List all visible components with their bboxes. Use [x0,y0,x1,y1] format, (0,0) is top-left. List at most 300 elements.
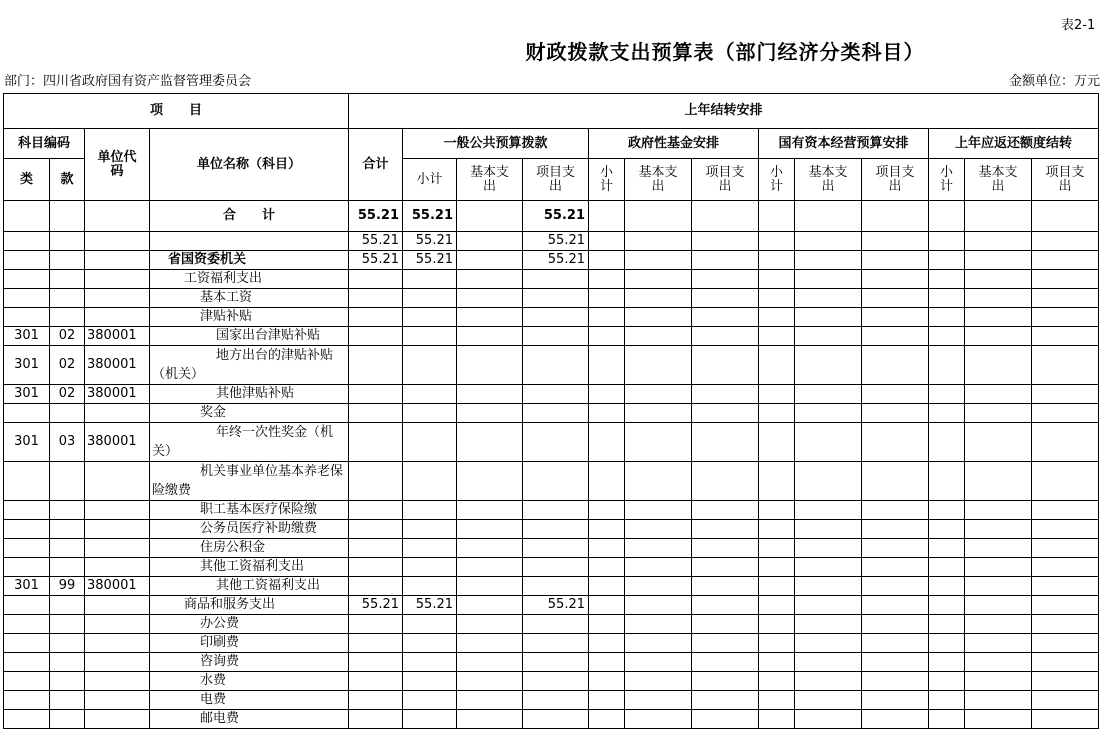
header-capital-subtotal: 小计 [759,159,795,201]
cell-general-basic [457,558,523,577]
cell-empty [692,710,759,729]
cell-empty [929,539,965,558]
cell-total: 55.21 [349,596,403,615]
cell-empty [692,520,759,539]
cell-empty [589,653,625,672]
cell-unit-name: 邮电费 [150,710,349,729]
cell-empty [862,289,929,308]
cell-empty [929,577,965,596]
cell-empty [795,596,862,615]
cell-empty [965,270,1032,289]
header-general-basic: 基本支出 [457,159,523,201]
table-body [4,201,1099,729]
cell-kuan: 02 [50,385,85,404]
cell-general-project [523,539,589,558]
cell-empty [692,270,759,289]
cell-kuan: 03 [50,423,85,462]
cell-empty [929,327,965,346]
cell-lei: 301 [4,423,50,462]
table-row [4,520,1099,539]
cell-empty [692,596,759,615]
cell-general-basic [457,232,523,251]
cell-empty [965,520,1032,539]
cell-empty [759,308,795,327]
cell-unit-name: 省国资委机关 [150,251,349,270]
cell-general-subtotal: 55.21 [403,232,457,251]
cell-empty [625,327,692,346]
cell-empty [965,558,1032,577]
cell-empty [1032,501,1099,520]
cell-empty [692,289,759,308]
cell-unit-name [150,232,349,251]
cell-empty [759,501,795,520]
cell-general-subtotal: 55.21 [403,201,457,232]
cell-empty [759,615,795,634]
cell-unit-code [85,653,150,672]
cell-general-project [523,710,589,729]
cell-unit-code [85,462,150,501]
cell-general-basic [457,385,523,404]
cell-kuan [50,558,85,577]
cell-kuan: 02 [50,327,85,346]
cell-empty [759,385,795,404]
cell-empty [965,462,1032,501]
cell-unit-name: 职工基本医疗保险缴 [150,501,349,520]
cell-general-project [523,577,589,596]
cell-empty [759,404,795,423]
budget-table [3,93,1099,729]
cell-kuan [50,289,85,308]
cell-empty [795,462,862,501]
table-row [4,558,1099,577]
cell-empty [795,634,862,653]
cell-lei: 301 [4,327,50,346]
table-row [4,596,1099,615]
cell-empty [589,423,625,462]
cell-empty [589,327,625,346]
cell-kuan [50,672,85,691]
cell-general-subtotal [403,691,457,710]
cell-total [349,710,403,729]
cell-empty [795,404,862,423]
cell-general-project [523,558,589,577]
cell-kuan [50,270,85,289]
cell-unit-code [85,289,150,308]
cell-empty [929,691,965,710]
cell-total [349,520,403,539]
cell-empty [862,539,929,558]
cell-unit-name: 公务员医疗补助缴费 [150,520,349,539]
header-fund-subtotal: 小计 [589,159,625,201]
cell-general-basic [457,404,523,423]
cell-unit-name: 国家出台津贴补贴 [150,327,349,346]
cell-unit-code [85,232,150,251]
cell-empty [862,653,929,672]
cell-empty [929,558,965,577]
cell-general-subtotal [403,577,457,596]
cell-empty [929,462,965,501]
cell-empty [1032,653,1099,672]
cell-kuan [50,232,85,251]
cell-general-subtotal [403,404,457,423]
cell-empty [625,251,692,270]
cell-empty [965,404,1032,423]
cell-empty [862,501,929,520]
cell-lei [4,539,50,558]
cell-empty [625,615,692,634]
cell-empty [589,520,625,539]
cell-empty [692,672,759,691]
cell-general-project [523,346,589,385]
cell-general-project: 55.21 [523,232,589,251]
cell-total: 55.21 [349,201,403,232]
cell-lei [4,308,50,327]
cell-empty [625,520,692,539]
cell-empty [965,710,1032,729]
cell-empty [589,289,625,308]
cell-empty [862,691,929,710]
table-row [4,404,1099,423]
cell-empty [862,558,929,577]
cell-total [349,653,403,672]
cell-empty [759,251,795,270]
cell-empty [692,615,759,634]
cell-empty [929,710,965,729]
cell-empty [625,232,692,251]
cell-total: 55.21 [349,251,403,270]
cell-empty [625,404,692,423]
cell-empty [692,577,759,596]
cell-kuan [50,201,85,232]
cell-unit-name: 其他津贴补贴 [150,385,349,404]
cell-general-basic [457,346,523,385]
cell-unit-name: 电费 [150,691,349,710]
cell-unit-name: 咨询费 [150,653,349,672]
cell-empty [692,539,759,558]
cell-empty [625,653,692,672]
cell-empty [965,577,1032,596]
cell-general-basic [457,289,523,308]
cell-total [349,404,403,423]
cell-empty [692,501,759,520]
cell-total [349,672,403,691]
cell-empty [589,539,625,558]
cell-empty [589,672,625,691]
cell-kuan [50,634,85,653]
cell-empty [759,691,795,710]
cell-unit-name: 基本工资 [150,289,349,308]
cell-general-project: 55.21 [523,201,589,232]
cell-general-basic [457,201,523,232]
cell-lei [4,404,50,423]
cell-kuan [50,308,85,327]
cell-unit-code [85,501,150,520]
cell-empty [625,346,692,385]
cell-empty [795,289,862,308]
table-row [4,270,1099,289]
cell-general-basic [457,653,523,672]
cell-empty [795,501,862,520]
cell-total [349,423,403,462]
table-row [4,251,1099,270]
cell-empty [589,596,625,615]
cell-unit-code [85,596,150,615]
cell-kuan [50,653,85,672]
cell-unit-code [85,672,150,691]
header-fund-project: 项目支出 [692,159,759,201]
cell-general-subtotal [403,327,457,346]
cell-lei: 301 [4,577,50,596]
cell-total [349,270,403,289]
cell-empty [929,653,965,672]
cell-empty [1032,289,1099,308]
cell-unit-code: 380001 [85,327,150,346]
cell-empty [1032,232,1099,251]
cell-unit-code: 380001 [85,385,150,404]
cell-unit-code [85,404,150,423]
cell-empty [1032,327,1099,346]
cell-empty [1032,270,1099,289]
cell-empty [862,232,929,251]
cell-kuan [50,251,85,270]
cell-general-subtotal [403,653,457,672]
cell-empty [862,270,929,289]
cell-general-project [523,672,589,691]
cell-kuan: 99 [50,577,85,596]
table-number: 表2-1 [1061,18,1096,33]
cell-empty [692,558,759,577]
cell-general-project: 55.21 [523,251,589,270]
cell-general-subtotal [403,672,457,691]
cell-general-project [523,385,589,404]
cell-total [349,308,403,327]
cell-lei [4,501,50,520]
cell-general-basic [457,634,523,653]
cell-empty [625,385,692,404]
cell-empty [965,251,1032,270]
cell-empty [965,232,1032,251]
cell-unit-name: 地方出台的津贴补贴（机关） [150,346,349,385]
cell-empty [625,672,692,691]
cell-general-project [523,691,589,710]
header-lei: 类 [4,159,50,201]
cell-empty [795,653,862,672]
cell-general-basic [457,501,523,520]
cell-lei: 301 [4,385,50,404]
cell-empty [692,327,759,346]
table-row [4,653,1099,672]
cell-empty [625,308,692,327]
header-last-year-return: 上年应返还额度结转 [929,129,1099,159]
cell-empty [929,404,965,423]
cell-empty [625,501,692,520]
cell-unit-code [85,634,150,653]
cell-general-basic [457,251,523,270]
cell-empty [929,672,965,691]
cell-empty [625,710,692,729]
cell-general-basic [457,270,523,289]
cell-empty [759,232,795,251]
cell-kuan [50,501,85,520]
cell-empty [625,691,692,710]
cell-unit-code [85,710,150,729]
cell-empty [589,346,625,385]
cell-empty [862,385,929,404]
cell-empty [862,404,929,423]
table-row [4,327,1099,346]
header-state-capital: 国有资本经营预算安排 [759,129,929,159]
header-return-basic: 基本支出 [965,159,1032,201]
cell-empty [589,270,625,289]
cell-general-project: 55.21 [523,596,589,615]
cell-empty [692,385,759,404]
header-capital-basic: 基本支出 [795,159,862,201]
cell-empty [1032,539,1099,558]
header-total: 合计 [349,129,403,201]
cell-lei [4,634,50,653]
page-title: 财政拨款支出预算表（部门经济分类科目） [525,40,925,64]
cell-unit-name: 合 计 [150,201,349,232]
cell-unit-name: 水费 [150,672,349,691]
cell-empty [759,327,795,346]
cell-empty [862,520,929,539]
cell-general-basic [457,520,523,539]
cell-empty [929,501,965,520]
cell-kuan [50,539,85,558]
cell-empty [1032,308,1099,327]
cell-lei [4,462,50,501]
cell-general-subtotal: 55.21 [403,596,457,615]
cell-empty [589,462,625,501]
cell-general-subtotal [403,385,457,404]
department-label: 部门：四川省政府国有资产监督管理委员会 [4,74,252,89]
table-row [4,672,1099,691]
cell-empty [1032,558,1099,577]
cell-empty [965,289,1032,308]
cell-lei [4,672,50,691]
cell-unit-code: 380001 [85,346,150,385]
table-row [4,385,1099,404]
cell-kuan: 02 [50,346,85,385]
cell-total [349,577,403,596]
cell-empty [965,672,1032,691]
cell-general-project [523,634,589,653]
table-row [4,710,1099,729]
cell-total: 55.21 [349,232,403,251]
cell-empty [589,710,625,729]
cell-empty [1032,634,1099,653]
cell-lei [4,289,50,308]
table-row [4,346,1099,385]
cell-empty [759,346,795,385]
cell-empty [862,346,929,385]
cell-empty [795,539,862,558]
header-return-project: 项目支出 [1032,159,1099,201]
cell-general-subtotal [403,423,457,462]
cell-empty [929,634,965,653]
cell-empty [759,462,795,501]
cell-empty [862,327,929,346]
cell-unit-name: 办公费 [150,615,349,634]
cell-unit-code [85,615,150,634]
cell-lei [4,251,50,270]
header-kuan: 款 [50,159,85,201]
cell-empty [692,404,759,423]
cell-empty [862,596,929,615]
cell-empty [795,308,862,327]
cell-empty [965,634,1032,653]
cell-lei [4,270,50,289]
cell-empty [625,596,692,615]
cell-empty [862,251,929,270]
cell-empty [965,327,1032,346]
cell-empty [589,634,625,653]
cell-empty [795,615,862,634]
cell-unit-code [85,539,150,558]
cell-empty [692,634,759,653]
table-row [4,423,1099,462]
cell-lei [4,596,50,615]
cell-empty [965,501,1032,520]
cell-empty [862,672,929,691]
cell-unit-name: 年终一次性奖金（机关） [150,423,349,462]
cell-empty [795,251,862,270]
cell-empty [759,634,795,653]
cell-empty [589,404,625,423]
cell-empty [625,577,692,596]
cell-empty [795,423,862,462]
cell-empty [795,346,862,385]
cell-general-subtotal [403,710,457,729]
cell-empty [589,691,625,710]
cell-unit-code [85,251,150,270]
cell-kuan [50,710,85,729]
cell-empty [1032,404,1099,423]
table-row [4,308,1099,327]
cell-empty [1032,201,1099,232]
header-return-subtotal: 小计 [929,159,965,201]
cell-empty [795,201,862,232]
cell-general-project [523,501,589,520]
cell-empty [589,558,625,577]
cell-empty [965,653,1032,672]
header-general-project: 项目支出 [523,159,589,201]
cell-empty [589,232,625,251]
cell-empty [795,691,862,710]
cell-empty [795,710,862,729]
cell-empty [862,201,929,232]
cell-empty [965,346,1032,385]
cell-empty [929,615,965,634]
cell-empty [625,462,692,501]
cell-empty [1032,462,1099,501]
cell-total [349,385,403,404]
cell-empty [625,634,692,653]
header-capital-project: 项目支出 [862,159,929,201]
cell-empty [795,558,862,577]
table-row [4,501,1099,520]
cell-general-project [523,270,589,289]
cell-empty [589,501,625,520]
cell-unit-code [85,270,150,289]
header-item: 项 目 [4,94,349,129]
cell-empty [589,308,625,327]
cell-empty [692,251,759,270]
cell-unit-name: 商品和服务支出 [150,596,349,615]
cell-empty [795,672,862,691]
cell-general-project [523,520,589,539]
cell-empty [759,558,795,577]
